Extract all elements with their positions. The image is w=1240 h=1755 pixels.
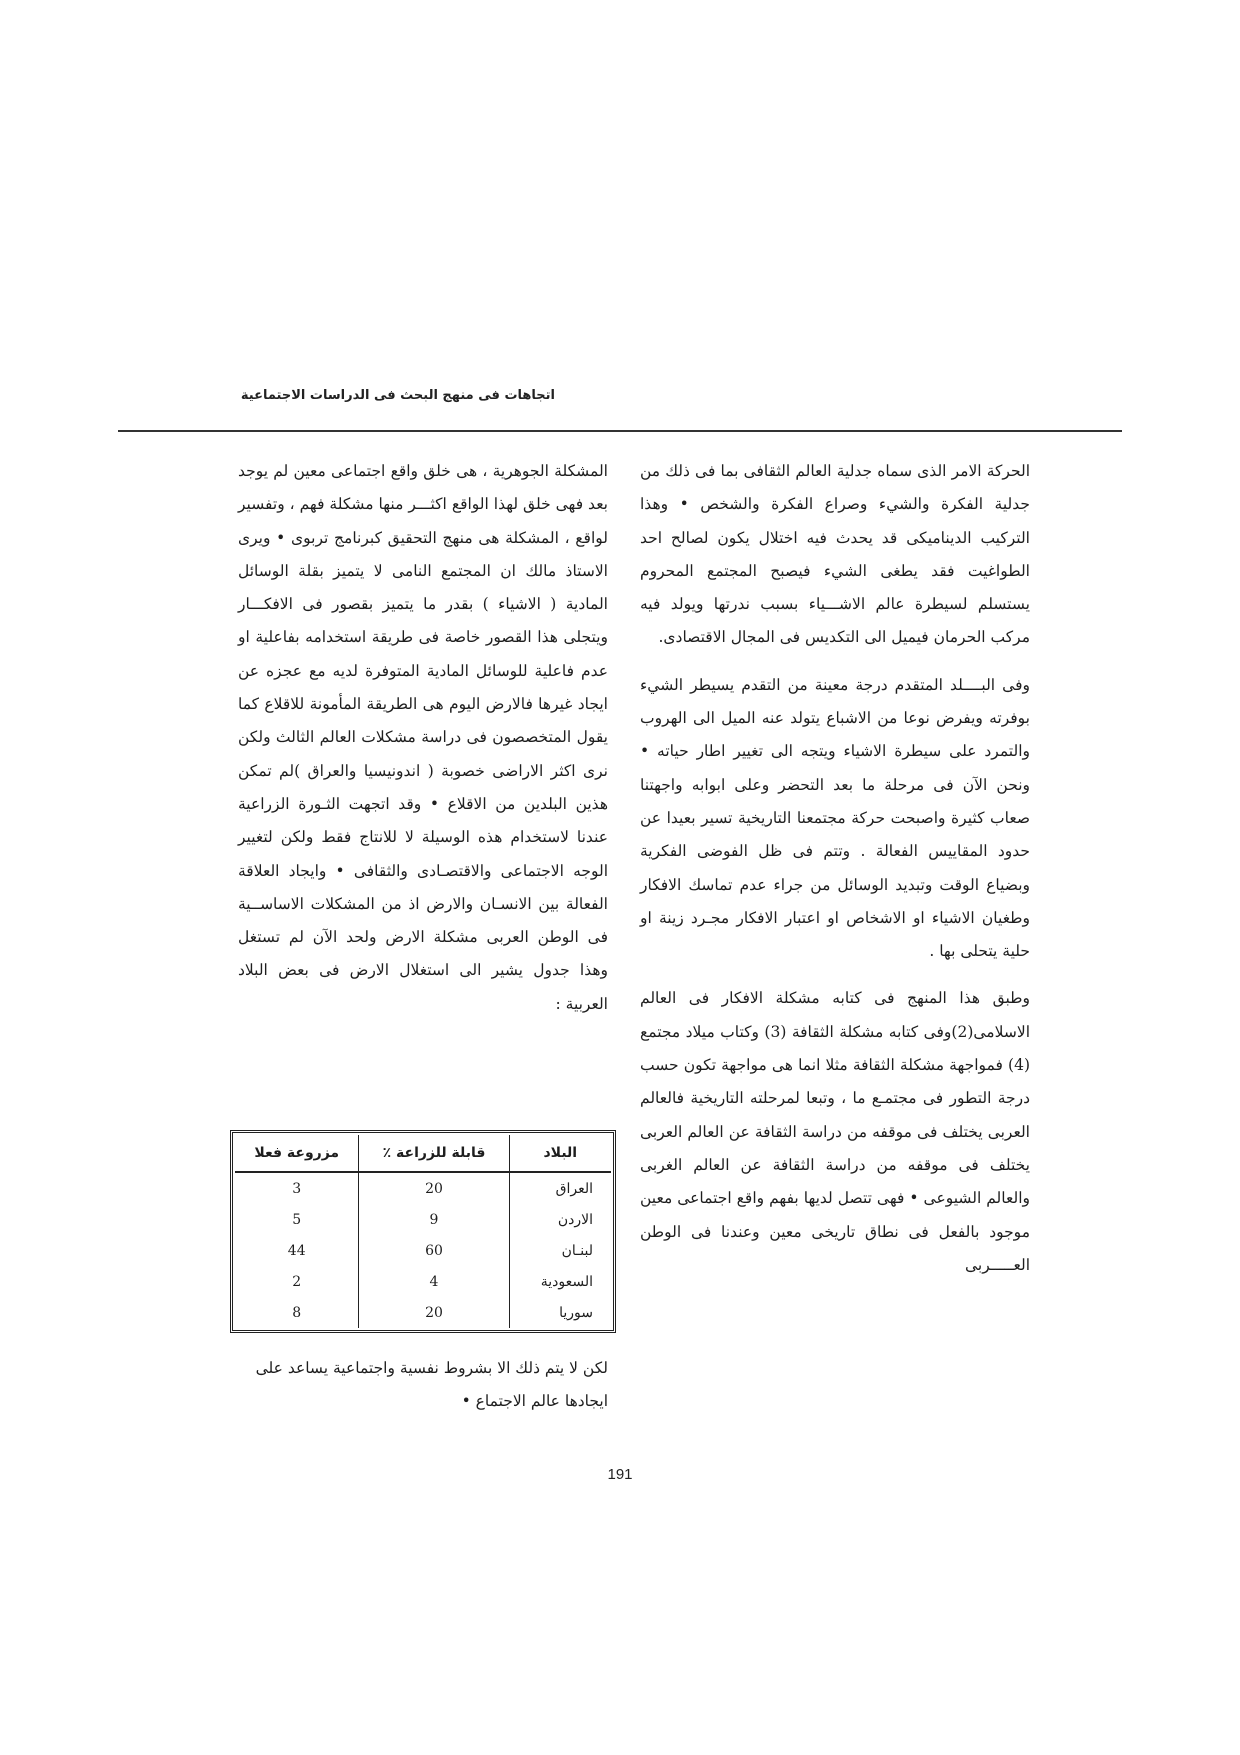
cell-country: الاردن: [509, 1204, 611, 1235]
cell-country: لبنـان: [509, 1235, 611, 1266]
table-row: [235, 1266, 611, 1297]
right-paragraph-1: الحركة الامر الذى سماه جدلية العالم الثقافى بما فى ذلك من جدلية الفكرة والشيء وصراع الفكرة والشخص • وهذا التركيب الديناميكى قد يحدث فيه اختلال يكون لصالح احد الطواغيت فقد يطغى الشيء فيصبح المجتمع المحروم يستسلم لسيطرة عالم الاشـــياء بسبب ندرتها ويولد فيه مركب الحرمان فيميل الى التكديس فى المجال الاقتصادى.: [640, 462, 1030, 647]
cell-cultivated: 44: [287, 1242, 306, 1259]
page-number: 191: [607, 1466, 633, 1483]
cell-cultivated: 2: [292, 1273, 302, 1290]
right-column: [640, 455, 1030, 1282]
table-row: [235, 1172, 611, 1204]
running-header: اتجاهات فى منهج البحث فى الدراسات الاجتماعية: [240, 388, 555, 403]
cell-cultivated: 8: [292, 1304, 302, 1321]
header-rule: [118, 430, 1122, 432]
cell-cultivated: 3: [292, 1180, 302, 1197]
cell-arable: 9: [359, 1204, 509, 1235]
cell-country: العراق: [509, 1172, 611, 1204]
after-table-paragraph: لكن لا يتم ذلك الا بشروط نفسية واجتماعية يساعد على ايجادها عالم الاجتماع •: [255, 1359, 608, 1411]
table-row: [235, 1297, 611, 1328]
table-row: [235, 1204, 611, 1235]
right-paragraph-2: وفى البــــلد المتقدم درجة معينة من التقدم يسيطر الشيء بوفرته ويفرض نوعا من الاشباع يتولد عنه الميل الى الهروب والتمرد على سيطرة الاشياء ويتجه الى تغيير اطار حياته • ونحن الآن فى مرحلة ما بعد التحضر وعلى ابوابه واجهتنا صعاب كثيرة واصبحت حركة مجتمعنا التاريخية تسير بعيدا عن حدود المقاييس الفعالة . وتتم فى ظل الفوضى الفكرية وبضياع الوقت وتبديد الوسائل من جراء عدم تماسك الافكار وطغيان الاشياء او الاشخاص او اعتبار الافكار مجـرد زينة او حلية يتحلى بها .: [640, 675, 1030, 961]
right-paragraph-3: وطبق هذا المنهج فى كتابه مشكلة الافكار فى العالم الاسلامى(2)وفى كتابه مشكلة الثقافة (3) وكتاب ميلاد مجتمع (4) فمواجهة مشكلة الثقافة مثلا انما هى مواجهة تكون حسب درجة التطور فى مجتمـع ما ، وتبعا لمرحلته التاريخية فالعالم العربى يختلف فى موقفه من دراسة الثقافة عن العالم العربى يختلف فى موقفه من دراسة الثقافة عن العالم الغربى والعالم الشيوعى • فهى تتصل لديها بفهم واقع اجتماعى معين موجود بالفعل فى نطاق تاريخى معين وعندنا فى الوطن العـــــربى: [640, 989, 1030, 1274]
cell-arable: 60: [359, 1235, 509, 1266]
left-column: [238, 455, 608, 1021]
cell-cultivated: 5: [292, 1211, 302, 1228]
land-use-table: [230, 1130, 616, 1333]
cell-country: السعودية: [509, 1266, 611, 1297]
header-cultivated: مزروعة فعلا: [235, 1135, 359, 1172]
header-country: البلاد: [509, 1135, 611, 1172]
cell-arable: 20: [359, 1297, 509, 1328]
after-table-text: [238, 1352, 608, 1419]
cell-arable: 20: [359, 1172, 509, 1204]
cell-country: سوريا: [509, 1297, 611, 1328]
table-header-row: [235, 1135, 611, 1172]
left-paragraph-1: المشكلة الجوهرية ، هى خلق واقع اجتماعى معين لم يوجد بعد فهى خلق لهذا الواقع اكثـــر منها مشكلة فهم ، وتفسير لواقع ، المشكلة هى منهج التحقيق كبرنامج تربوى • ويرى الاستاذ مالك ان المجتمع النامى لا يتميز بقلة الوسائل المادية ( الاشياء ) بقدر ما يتميز بقصور فى الافكـــار ويتجلى هذا القصور خاصة فى طريقة استخدامه بفاعلية او عدم فاعلية للوسائل المادية المتوفرة لديه مع عجزه عن ايجاد غيرها فالارض اليوم هى الطريقة المأمونة للاقلاع كما يقول المتخصصون فى دراسة مشكلات العالم الثالث ولكن نرى اكثر الاراضى خصوبة ( اندونيسيا والعراق )لم تمكن هذين البلدين من الاقلاع • وقد اتجهت الثـورة الزراعية عندنا لاستخدام هذه الوسيلة لا للانتاج فقط ولكن لتغيير الوجه الاجتماعى والاقتصـادى والثقافى • وايجاد العلاقة الفعالة بين الانسـان والارض اذ من المشكلات الاساســية فى الوطن العربى مشكلة الارض ولحد الآن لم تستغل وهذا جدول يشير الى استغلال الارض فى بعض البلاد العربية :: [238, 462, 608, 1013]
table-row: [235, 1235, 611, 1266]
cell-arable: 4: [359, 1266, 509, 1297]
header-arable: قابلة للزراعة ٪: [359, 1135, 509, 1172]
